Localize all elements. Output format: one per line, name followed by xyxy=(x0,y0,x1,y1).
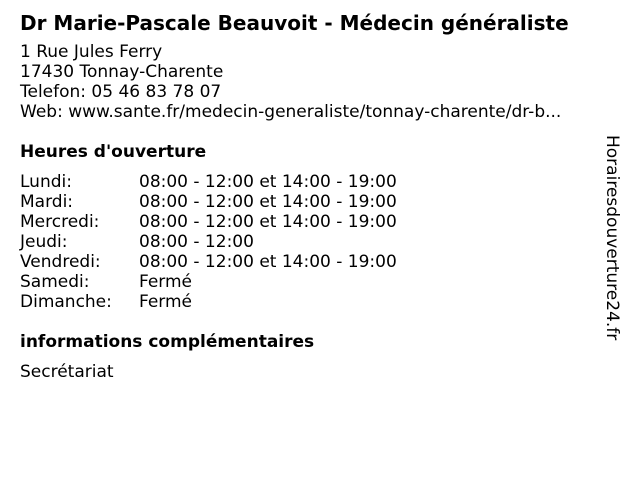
hours-row-jeudi xyxy=(20,232,600,252)
time-range: 08:00 - 12:00 et 14:00 - 19:00 xyxy=(139,172,397,192)
time-range: Fermé xyxy=(139,272,193,292)
day-label: Mardi: xyxy=(20,192,74,212)
address-block xyxy=(20,42,600,122)
time-range: 08:00 - 12:00 et 14:00 - 19:00 xyxy=(139,212,397,232)
opening-hours-table xyxy=(20,172,600,312)
website-line[interactable]: Web: www.sante.fr/medecin-generaliste/tonnay-charente/dr-b... xyxy=(20,102,562,122)
hours-row-dimanche xyxy=(20,292,600,312)
time-range: 08:00 - 12:00 xyxy=(139,232,254,252)
hours-row-lundi xyxy=(20,172,600,192)
day-label: Vendredi: xyxy=(20,252,101,272)
hours-row-vendredi xyxy=(20,252,600,272)
day-label: Samedi: xyxy=(20,272,90,292)
time-range: 08:00 - 12:00 et 14:00 - 19:00 xyxy=(139,252,397,272)
phone-number: Telefon: 05 46 83 78 07 xyxy=(20,82,222,102)
day-label: Lundi: xyxy=(20,172,72,192)
city-line: 17430 Tonnay-Charente xyxy=(20,62,224,82)
day-label: Dimanche: xyxy=(20,292,112,312)
hours-row-mercredi xyxy=(20,212,600,232)
day-label: Mercredi: xyxy=(20,212,100,232)
hours-row-samedi xyxy=(20,272,600,292)
site-watermark: Horairesdouverture24.fr xyxy=(602,135,622,341)
opening-hours-heading: Heures d'ouverture xyxy=(20,142,207,162)
day-label: Jeudi: xyxy=(20,232,68,252)
additional-info-text: Secrétariat xyxy=(20,362,114,382)
listing-card xyxy=(20,8,600,382)
hours-row-mardi xyxy=(20,192,600,212)
additional-info-heading: informations complémentaires xyxy=(20,332,315,352)
street-address: 1 Rue Jules Ferry xyxy=(20,42,163,62)
time-range: 08:00 - 12:00 et 14:00 - 19:00 xyxy=(139,192,397,212)
time-range: Fermé xyxy=(139,292,193,312)
page-title: Dr Marie-Pascale Beauvoit - Médecin généraliste xyxy=(20,11,569,35)
